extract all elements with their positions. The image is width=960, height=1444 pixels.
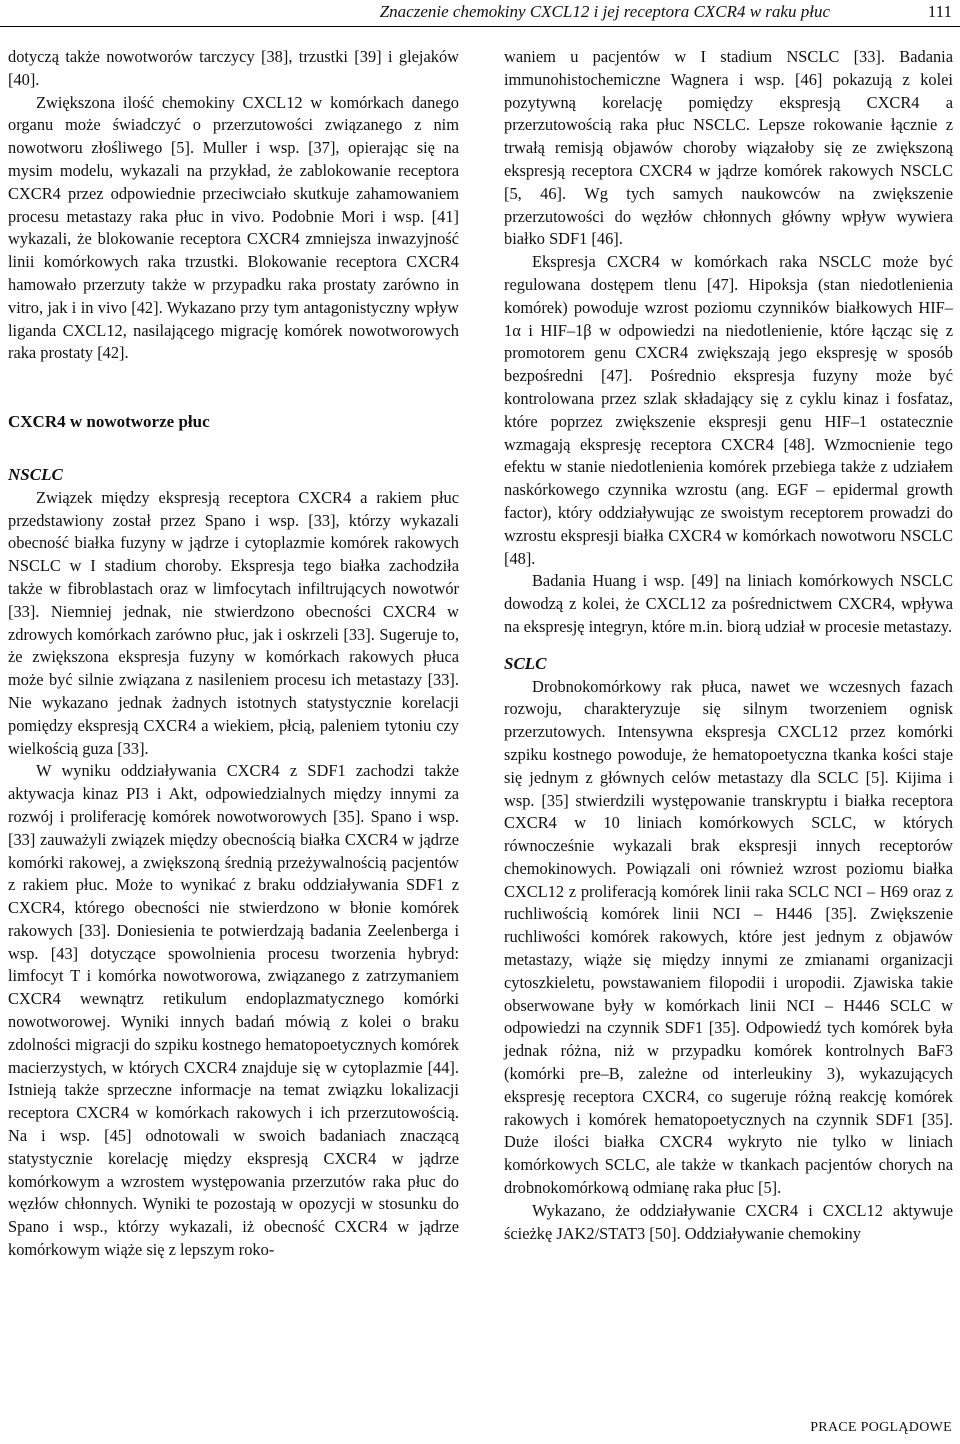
paragraph: Drobnokomórkowy rak płuca, nawet we wczesnych fazach rozwoju, charakteryzuje się silnym tworzeniem ognisk przerzutowych. Intensywna ekspresja CXCL12 przez komórki szpiku kostnego powoduje, że hematopoetyczna tkanka kości staje się jednym z głównych celów metastazy dla SCLC [5]. Kijima i wsp. [35] stwierdzili występowanie transkryptu i białka receptora CXCR4 w 10 liniach komórkowych SCLC, w których równocześnie wykazali brak ekspresji innych receptorów chemokinowych. Powiązali oni również wzrost poziomu białka CXCL12 z proliferacją komórek linii raka SCLC NCI – H69 oraz z ruchliwością komórek linii NCI – H446 [35]. Zwiększenie ruchliwości komórek rakowych, które jest jednym z objawów metastazy, wiąże się między innymi ze zmianami organizacji cytoszkieletu, powstawaniem filopodii i uropodii. Zjawiska takie obserwowane były w komórkach linii NCI – H446 SCLC w odpowiedzi na czynnik SDF1 [35]. Odpowiedź tych komórek była jednak różna, niż w przypadku komórek kontrolnych BaF3 (komórki pre–B, zależne od interleukiny 3), wykazujących ekspresję receptora CXCR4, co sugeruje różną reakcję komórek rakowych i komórek hematopoetycznych na czynnik SDF1 [35]. Duże ilości białka CXCR4 wykryto nie tylko w liniach komórkowych SCLC, ale także w tkankach pacjentów chorych na drobnokomórkową odmianę raka płuc [5]. xyxy=(504,676,953,1198)
right-column xyxy=(504,46,953,1245)
running-header xyxy=(0,0,960,27)
page-number: 111 xyxy=(927,2,952,21)
paragraph: Badania Huang i wsp. [49] na liniach komórkowych NSCLC dowodzą z kolei, że CXCL12 za pośrednictwem CXCR4, wpływa na ekspresję integryn, które m.in. biorą udział w procesie metastazy. xyxy=(504,571,953,636)
subsection-heading-sclc: SCLC xyxy=(504,653,547,673)
running-title: Znaczenie chemokiny CXCL12 i jej receptora CXCR4 w raku płuc xyxy=(379,2,830,21)
subsection-heading-nsclc: NSCLC xyxy=(8,464,63,484)
paragraph: dotyczą także nowotworów tarczycy [38], trzustki [39] i glejaków [40]. xyxy=(8,47,459,89)
paragraph: W wyniku oddziaływania CXCR4 z SDF1 zachodzi także aktywacja kinaz PI3 i Akt, odpowiedzialnych między innymi za rozwój i proliferację komórek nowotworowych [35]. Spano i wsp. [33] zauważyli związek między obecnością białka CXCR4 w jądrze komórki rakowej, a zwiększoną średnią przeżywalnością pacjentów z rakiem płuc. Może to wynikać z braku oddziaływania SDF1 z CXCR4, którego obecności nie stwierdzono w błonie komórek rakowych [33]. Doniesienia te potwierdzają badania Zeelenberga i wsp. [43] dotyczące spowolnienia procesu tworzenia hybryd: limfocyt T i komórka nowotworowa, związanego z zatrzymaniem CXCR4 wewnątrz retikulum endoplazmatycznego komórki nowotworowej. Wyniki innych badań mówią z kolei o braku zdolności migracji do szpiku kostnego hematopoetycznych komórek macierzystych, w których CXCR4 znajduje się w cytoplazmie [44]. Istnieją także sprzeczne informacje na temat związku lokalizacji receptora CXCR4 w komórkach rakowych i ich przerzutowością. Na i wsp. [45] odnotowali w swoich badaniach znaczącą statystycznie korelację między ekspresją CXCR4 w jądrze komórkowym a wzrostem występowania przerzutów raka płuc do węzłów chłonnych. Wyniki te pozostają w opozycji w stosunku do Spano i wsp., którzy wykazali, iż obecność CXCR4 w jądrze komórkowym wiąże się z lepszym roko- xyxy=(8,761,459,1260)
paragraph: Wykazano, że oddziaływanie CXCR4 i CXCL12 aktywuje ścieżkę JAK2/STAT3 [50]. Oddziaływanie chemokiny xyxy=(504,1200,953,1243)
section-heading: CXCR4 w nowotworze płuc xyxy=(8,412,210,432)
paragraph: Ekspresja CXCR4 w komórkach raka NSCLC może być regulowana dostępem tlenu [47]. Hipoksja (stan niedotlenienia komórek) powoduje wzrost poziomu czynników białkowych HIF–1α i HIF–1β w odpowiedzi na niedotlenienie, które łącząc się z promotorem genu CXCR4 zwiększają jego ekspresję w sposób bezpośredni [47]. Pośrednio ekspresja fuzyny może być kontrolowana przez szlak składający się z cyklu kinaz i fosfataz, które poprzez zwiększenie ekspresji genu HIF–1 ostatecznie wzmagają ekspresję receptora CXCR4 [48]. Wzmocnienie tego efektu w stanie niedotlenienia komórek przebiega także z udziałem naskórkowego czynnika wzrostu (ang. EGF – epidermal growth factor), który oddziaływując ze swoistym receptorem prowadzi do wzrostu ekspresji białka CXCR4 w komórkach nowotworu NSCLC [48]. xyxy=(504,252,953,568)
paragraph: Związek między ekspresją receptora CXCR4 a rakiem płuc przedstawiony został przez Spano i wsp. [33], którzy wykazali obecność białka fuzyny w jądrze i cytoplazmie komórek rakowych NSCLC w I stadium choroby. Ekspresja tego białka zachodziła także w fibroblastach oraz w limfocytach infiltrujących nowotwór [33]. Niemniej jednak, nie stwierdzono obecności CXCR4 w zdrowych komórkach zarówno płuc, jak i oskrzeli [33]. Sugeruje to, że zwiększona ekspresja fuzyny w komórkach rakowych płuca może być silnie związana z nasileniem procesu ich metastazy [33]. Nie wykazano jednak żadnych istotnych statystycznie korelacji pomiędzy ekspresją CXCR4 a wiekiem, płcią, paleniem tytoniu czy wielkością guza [33]. xyxy=(8,487,459,758)
paragraph: waniem u pacjentów w I stadium NSCLC [33]. Badania immunohistochemiczne Wagnera i wsp. [46] pokazują z kolei pozytywną korelację pomiędzy ekspresją CXCR4 a przerzutowością raka płuc NSCLC. Lepsze rokowanie łącznie z trwałą remisją objawów choroby wiązałoby się ze zwiększoną ekspresją receptora CXCR4 w jądrze komórek rakowych NSCLC [5, 46]. Wg tych samych naukowców na zwiększenie przerzutowości do węzłów chłonnych główny wpływ wywiera białko SDF1 [46]. xyxy=(504,47,953,249)
left-column xyxy=(8,46,459,1262)
paragraph: Zwiększona ilość chemokiny CXCL12 w komórkach danego organu może świadczyć o przerzutowości związanego z nim nowotworu złośliwego [5]. Muller i wsp. [37], opierając się na mysim modelu, wykazali na przykład, że zablokowanie receptora CXCR4 przez odpowiednie przeciwciało skutkuje zahamowaniem procesu metastazy raka płuc in vivo. Podobnie Mori i wsp. [41] wykazali, że blokowanie receptora CXCR4 zmniejsza inwazyjność linii komórkowych raka trzustki. Blokowanie receptora CXCR4 hamowało przerzuty także w przypadku raka prostaty zarówno in vitro, jak i in vivo [42]. Wykazano przy tym antagonistyczny wpływ liganda CXCL12, nasilającego migrację komórek nowotworowych raka prostaty [42]. xyxy=(8,92,459,363)
footer-section-label: PRACE POGLĄDOWE xyxy=(810,1420,952,1435)
